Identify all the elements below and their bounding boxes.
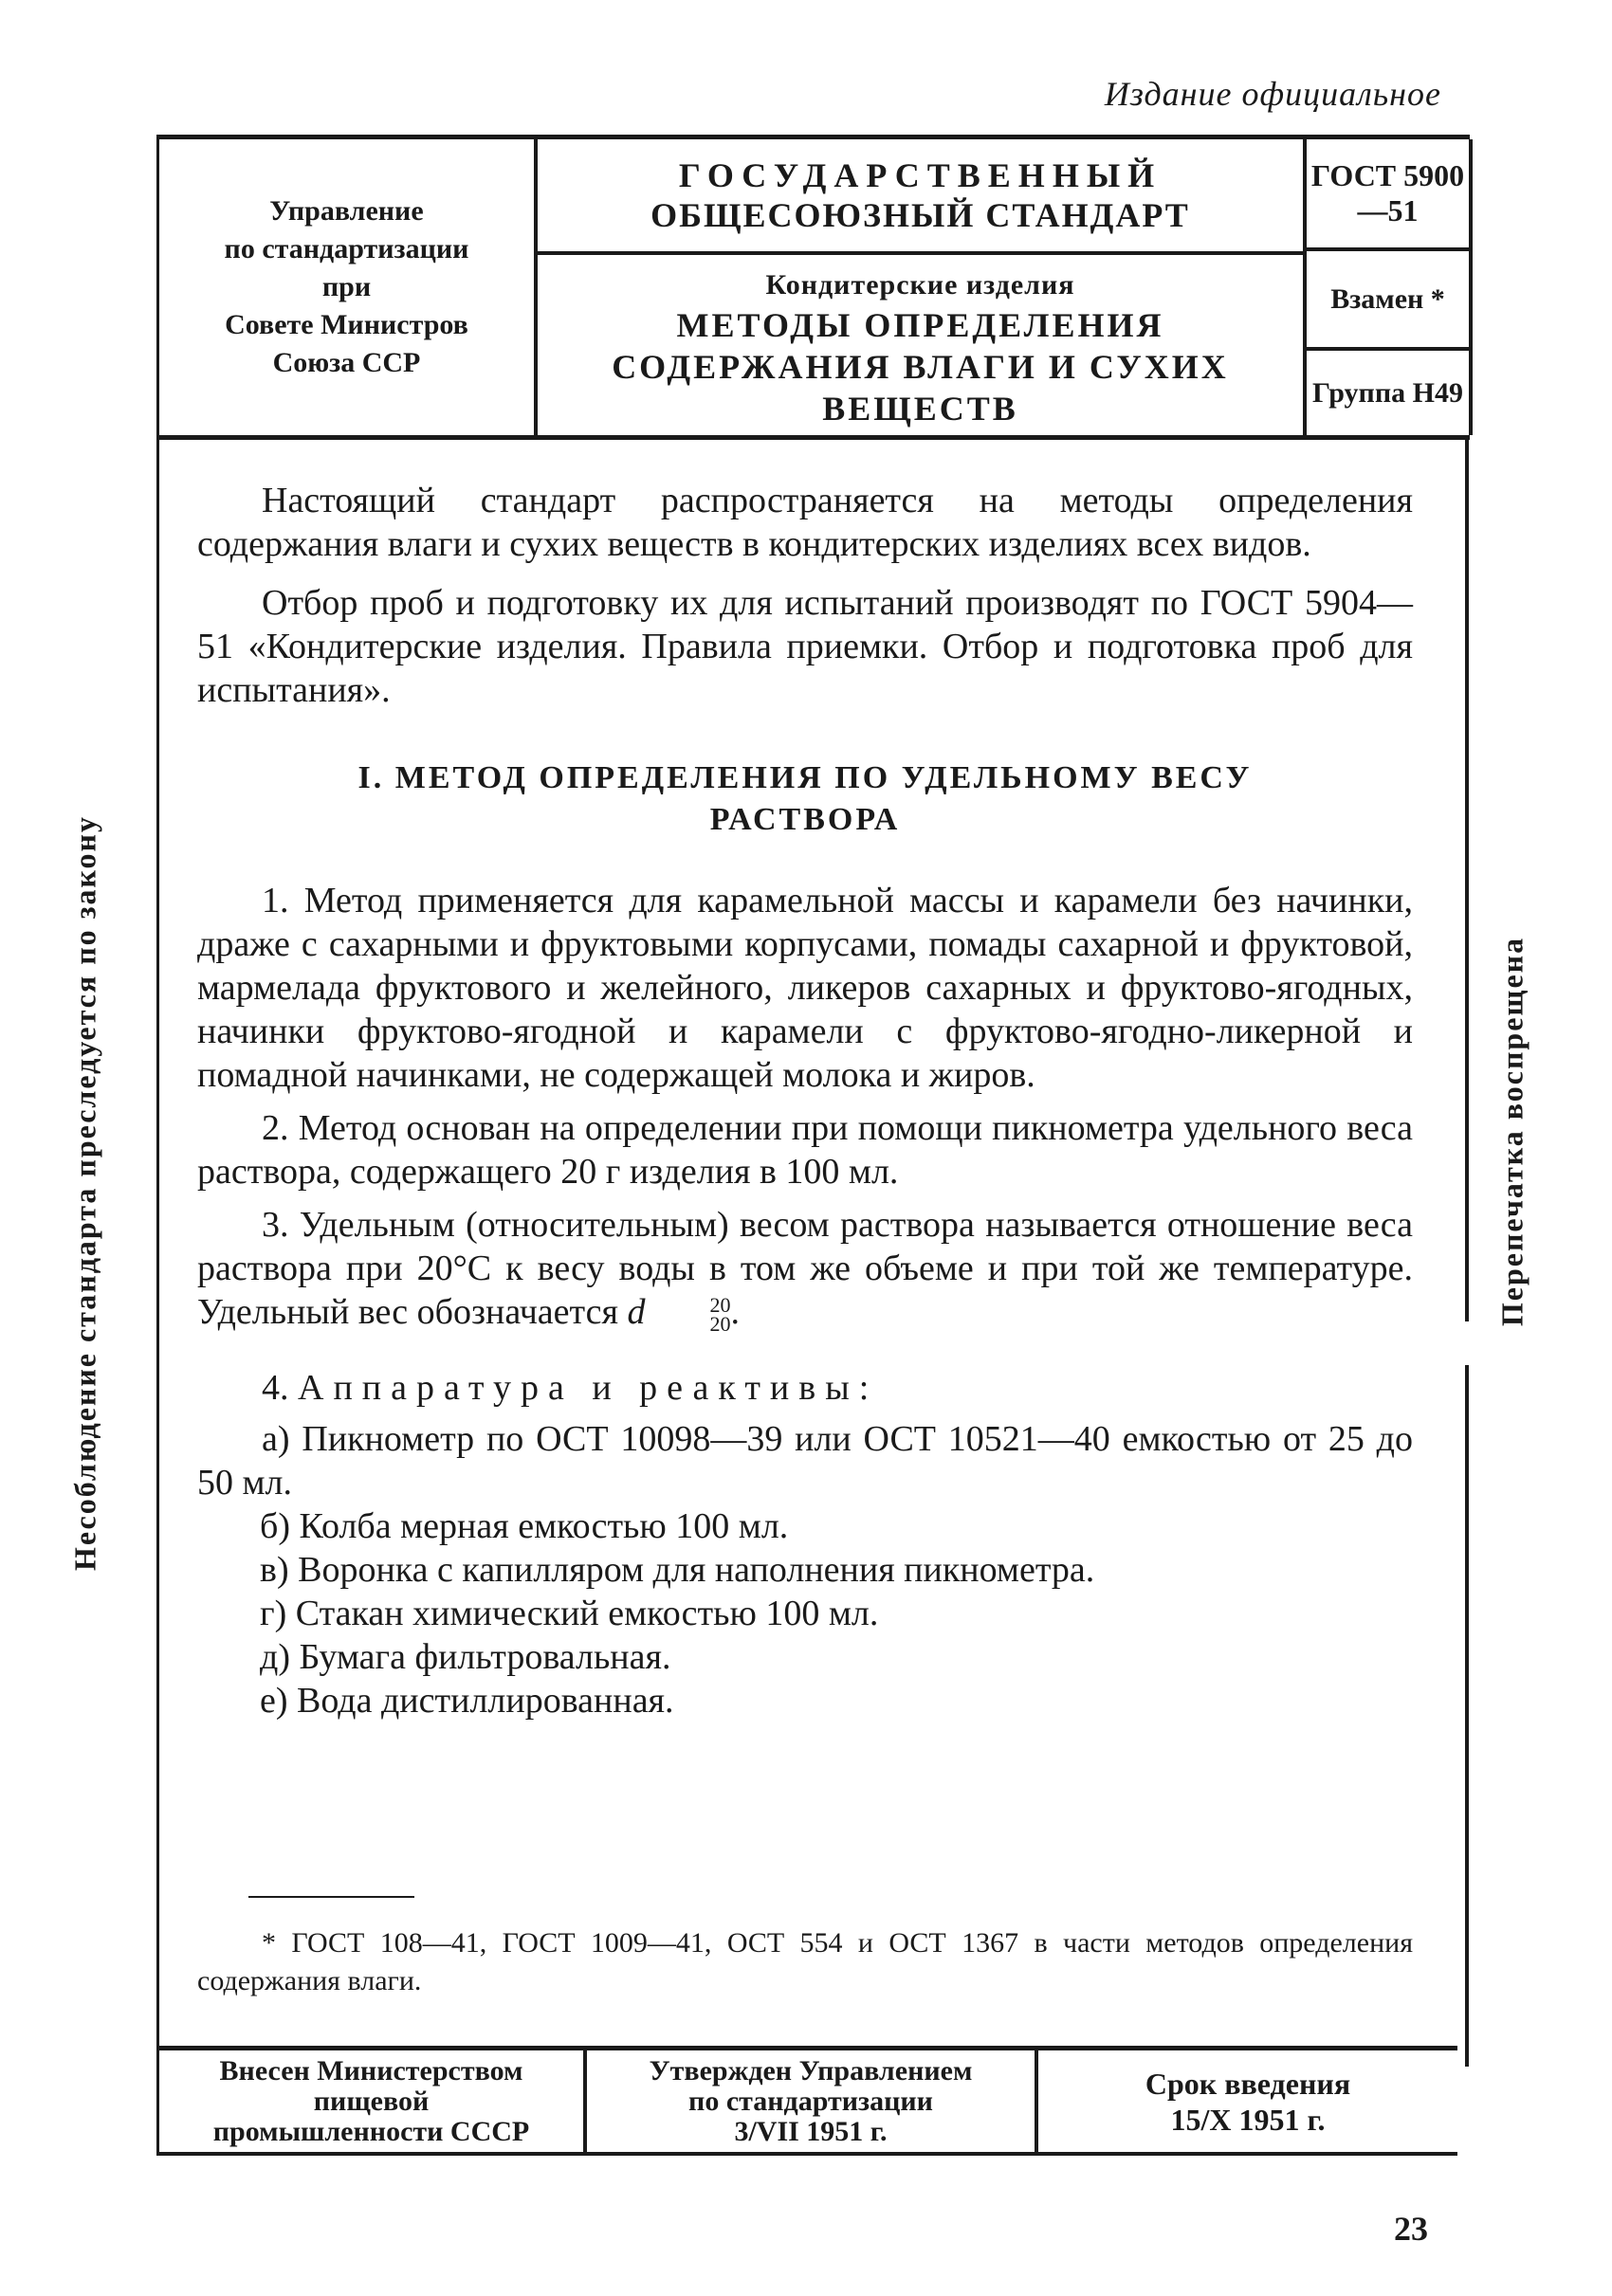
symbol-subscript: 20: [709, 1312, 731, 1337]
side-note-right: Перепечатка воспрещена: [1494, 936, 1530, 1327]
section-title: [197, 757, 1413, 841]
title-line: МЕТОДЫ ОПРЕДЕЛЕНИЯ: [676, 306, 1164, 344]
list-item: д) Бумага фильтровальная.: [260, 1637, 671, 1678]
submitted-line: Внесен Министерством: [219, 2054, 523, 2086]
section-title-line: РАСТВОРА: [709, 802, 901, 837]
authority-line: при: [321, 271, 372, 302]
title-line: ВЕЩЕСТВ: [822, 390, 1018, 428]
approved-cell: [583, 2050, 1038, 2152]
footnote-divider: [248, 1896, 414, 1898]
standard-type: [538, 139, 1303, 255]
header-table: [156, 135, 1470, 440]
approved-line: по стандартизации: [688, 2085, 933, 2117]
authority-cell: [159, 139, 534, 435]
document-body: [197, 479, 1413, 1722]
submitted-cell: [156, 2050, 583, 2152]
intro-paragraph: Настоящий стандарт распространяется на методы определения содержания влаги и сухих веществ в кондитерских изделиях всех видов.: [197, 481, 1413, 564]
frame-right-border: [1465, 438, 1469, 1321]
intro-paragraph: Отбор проб и подготовку их для испытаний производят по ГОСТ 5904—51 «Кондитерские изделия. Правила приемки. Отбор и подготовка проб для испытания».: [197, 583, 1413, 710]
clause-paragraph: 1. Метод применяется для карамельной массы и карамели без начинки, драже с сахарными и фруктовыми корпусами, помады сахарной и фруктовой, мармелада фруктового и желейного, ликеров сахарных и фруктово-ягодных, начинки фруктово-ягодной и карамели с фруктово-ягодно-ликерной и помадной начинками, не содержащей молока и жиров.: [197, 881, 1413, 1095]
footnote: * ГОСТ 108—41, ГОСТ 1009—41, ОСТ 554 и ОСТ 1367 в части методов определения содержания влаги.: [197, 1927, 1413, 1996]
list-item: б) Колба мерная емкостью 100 мл.: [260, 1506, 789, 1547]
submitted-line: пищевой: [313, 2085, 430, 2117]
list-item: е) Вода дистиллированная.: [260, 1681, 674, 1722]
clause-number: 4.: [262, 1368, 289, 1409]
clause-paragraph: 2. Метод основан на определении при помощи пикнометра удельного веса раствора, содержащего 20 г изделия в 100 мл.: [197, 1108, 1413, 1192]
code-cell: [1307, 139, 1473, 435]
title-cell: [534, 139, 1307, 435]
clause-paragraph: 3. Удельным (относительным) весом раствора называется отношение веса раствора при 20°С к весу воды в том же объеме и при той же температуре. Удельный вес обозначается d 20 20 .: [197, 1205, 1413, 1337]
effective-line: 15/X 1951 г.: [1170, 2102, 1326, 2137]
gost-number: ГОСТ 5900—51: [1307, 139, 1469, 251]
standard-type-line: ГОСУДАРСТВЕННЫЙ: [678, 156, 1163, 194]
clause-heading-text: Аппаратура и реактивы:: [298, 1368, 879, 1409]
effective-line: Срок введения: [1145, 2066, 1351, 2101]
symbol-superscript: 20: [709, 1293, 731, 1318]
frame-left-border: [156, 438, 159, 2067]
authority-line: Совете Министров: [225, 309, 468, 340]
equipment-list: [197, 1417, 1413, 1722]
standard-type-line: ОБЩЕСОЮЗНЫЙ СТАНДАРТ: [650, 196, 1190, 234]
replaces-label: Взамен *: [1307, 251, 1469, 351]
frame-right-border: [1465, 1365, 1469, 2067]
list-item: г) Стакан химический емкостью 100 мл.: [260, 1594, 879, 1634]
list-item: а) Пикнометр по ОСТ 10098—39 или ОСТ 10521—40 емкостью от 25 до 50 мл.: [197, 1419, 1413, 1503]
footer-table: [156, 2046, 1457, 2156]
clause-heading: [197, 1366, 1413, 1410]
edition-label: Издание официальное: [1104, 75, 1441, 113]
effective-date-cell: [1038, 2050, 1457, 2152]
section-title-line: I. МЕТОД ОПРЕДЕЛЕНИЯ ПО УДЕЛЬНОМУ ВЕСУ: [357, 760, 1253, 795]
standard-subject: Кондитерские изделия: [765, 269, 1075, 301]
specific-gravity-symbol: d: [627, 1292, 646, 1332]
approved-line: 3/VII 1951 г.: [734, 2115, 888, 2147]
list-item: в) Воронка с капилляром для наполнения пикнометра.: [260, 1550, 1095, 1591]
approved-line: Утвержден Управлением: [649, 2054, 973, 2086]
page-number: 23: [1394, 2210, 1428, 2248]
standard-title: [538, 255, 1303, 429]
authority-line: по стандартизации: [224, 233, 469, 264]
authority-line: Союза ССР: [272, 347, 421, 378]
submitted-line: промышленности СССР: [212, 2115, 530, 2147]
group-label: Группа Н49: [1312, 377, 1463, 409]
authority-line: Управление: [269, 195, 424, 227]
side-note-left: Несоблюдение стандарта преследуется по закону: [67, 815, 102, 1571]
clause-text: 3. Удельным (относительным) весом раствора называется отношение веса раствора при 20°С к весу воды в том же объеме и при той же температуре. Удельный вес обозначается: [197, 1205, 1413, 1332]
title-line: СОДЕРЖАНИЯ ВЛАГИ И СУХИХ: [612, 348, 1229, 386]
